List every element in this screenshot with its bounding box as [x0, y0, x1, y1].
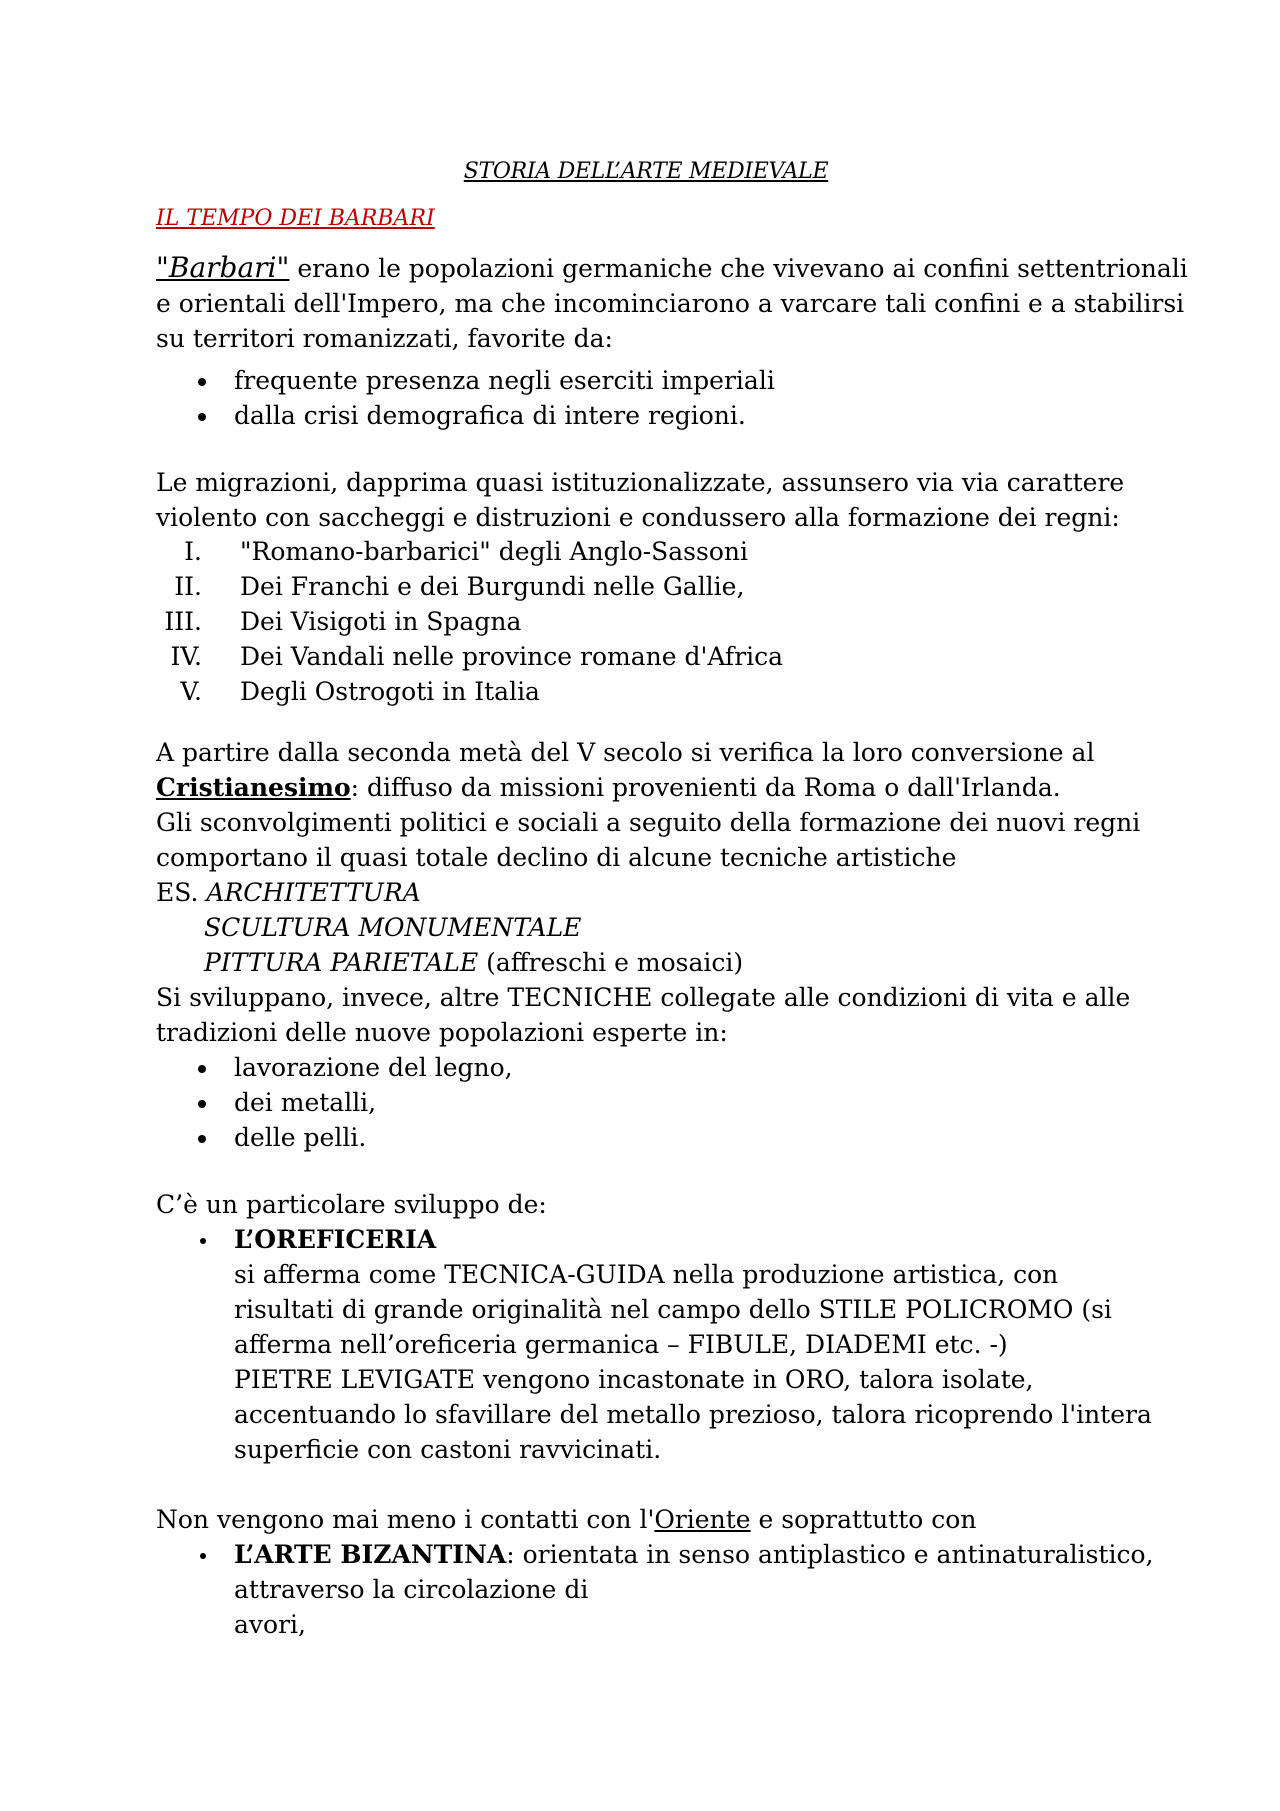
list-item: IV. Dei Vandali nelle province romane d'Africa: [170, 642, 784, 671]
oreficeria-line: accentuando lo sfavillare del metallo prezioso, talora ricoprendo l'intera: [234, 1400, 1152, 1429]
oreficeria-line: afferma nell’oreficeria germanica – FIBULE, DIADEMI etc. -): [234, 1330, 1008, 1359]
list-item: L’ARTE BIZANTINA: orientata in senso antiplastico e antinaturalistico,: [156, 1537, 1136, 1572]
intro-line-1: "Barbari" erano le popolazioni germaniche che vivevano ai confini settentrionali: [156, 251, 1188, 284]
conversion-line-3: Gli sconvolgimenti politici e sociali a seguito della formazione dei nuovi regni: [156, 808, 1141, 837]
oriente-line-2: attraverso la circolazione di: [234, 1575, 589, 1604]
list-item: dalla crisi demografica di intere regioni.: [156, 398, 1136, 433]
bullet-icon: [200, 1553, 206, 1559]
oreficeria-section: [156, 1187, 1152, 1467]
document-title: STORIA DELL’ARTE MEDIEVALE: [463, 159, 829, 184]
oreficeria-line: risultati di grande originalità nel campo dello STILE POLICROMO (si: [234, 1295, 1112, 1324]
migrations-line-2: violento con saccheggi e distruzioni e condussero alla formazione dei regni:: [156, 503, 1120, 532]
intro-paragraph: [156, 250, 1188, 356]
oreficeria-line: superficie con castoni ravvicinati.: [234, 1435, 662, 1464]
list-item: frequente presenza negli eserciti imperiali: [156, 363, 1136, 398]
list-item: II. Dei Franchi e dei Burgundi nelle Gallie,: [174, 572, 745, 601]
sviluppo-intro: C’è un particolare sviluppo de:: [156, 1190, 547, 1219]
conversion-line-1: A partire dalla seconda metà del V secolo si verifica la loro conversione al: [156, 738, 1095, 767]
barbari-term: "Barbari": [156, 251, 290, 284]
section-heading: IL TEMPO DEI BARBARI: [156, 206, 435, 231]
list-item: delle pelli.: [156, 1120, 1136, 1155]
oriente-line-1: Non vengono mai meno i contatti con l'Oriente e soprattutto con: [156, 1505, 977, 1534]
list-item: dei metalli,: [156, 1085, 1136, 1120]
conversion-line-4: comportano il quasi totale declino di alcune tecniche artistiche: [156, 843, 957, 872]
migrations-paragraph: [156, 465, 1136, 535]
migrations-line-1: Le migrazioni, dapprima quasi istituzionalizzate, assunsero via via carattere: [156, 468, 1125, 497]
oriente-section: [156, 1502, 1154, 1642]
list-item: III. Dei Visigoti in Spagna: [164, 607, 522, 636]
arte-bizantina-heading: L’ARTE BIZANTINA: [234, 1540, 507, 1569]
es-line-3: PITTURA PARIETALE (affreschi e mosaici): [204, 948, 744, 977]
bullet-icon: [198, 1100, 206, 1108]
es-line-1: ES. ARCHITETTURA: [156, 878, 421, 907]
conversion-line-6: tradizioni delle nuove popolazioni esperte in:: [156, 1018, 728, 1047]
conversion-paragraph: [156, 735, 1141, 1050]
oreficeria-line: PIETRE LEVIGATE vengono incastonate in ORO, talora isolate,: [234, 1365, 1034, 1394]
conversion-line-5: Si sviluppano, invece, altre TECNICHE collegate alle condizioni di vita e alle: [156, 983, 1131, 1012]
list-item: V. Degli Ostrogoti in Italia: [180, 677, 540, 706]
oreficeria-line: si afferma come TECNICA-GUIDA nella produzione artistica, con: [234, 1260, 1059, 1289]
bullet-icon: [198, 1135, 206, 1143]
bullet-icon: [198, 1065, 206, 1073]
oriente-keyword: Oriente: [654, 1505, 751, 1534]
list-item: I. "Romano-barbarici" degli Anglo-Sassoni: [184, 537, 748, 566]
bullet-icon: [198, 378, 206, 386]
conversion-line-2: Cristianesimo: diffuso da missioni provenienti da Roma o dall'Irlanda.: [156, 773, 1061, 802]
list-item: [156, 1222, 1136, 1257]
tecniche-list: [156, 1050, 1136, 1155]
regni-list: [156, 534, 1136, 709]
bullet-icon: [198, 413, 206, 421]
favorite-list: [156, 363, 1136, 433]
intro-line-3: su territori romanizzati, favorite da:: [156, 324, 613, 353]
document-page: [156, 0, 1188, 1811]
oriente-line-3: avori,: [234, 1610, 306, 1639]
intro-line-2: e orientali dell'Impero, ma che incominciarono a varcare tali confini e a stabilirsi: [156, 289, 1185, 318]
cristianesimo-keyword: Cristianesimo: [156, 773, 351, 802]
oreficeria-heading: L’OREFICERIA: [234, 1225, 437, 1254]
list-item: lavorazione del legno,: [156, 1050, 1136, 1085]
es-line-2: SCULTURA MONUMENTALE: [204, 913, 582, 942]
bullet-icon: [200, 1238, 206, 1244]
